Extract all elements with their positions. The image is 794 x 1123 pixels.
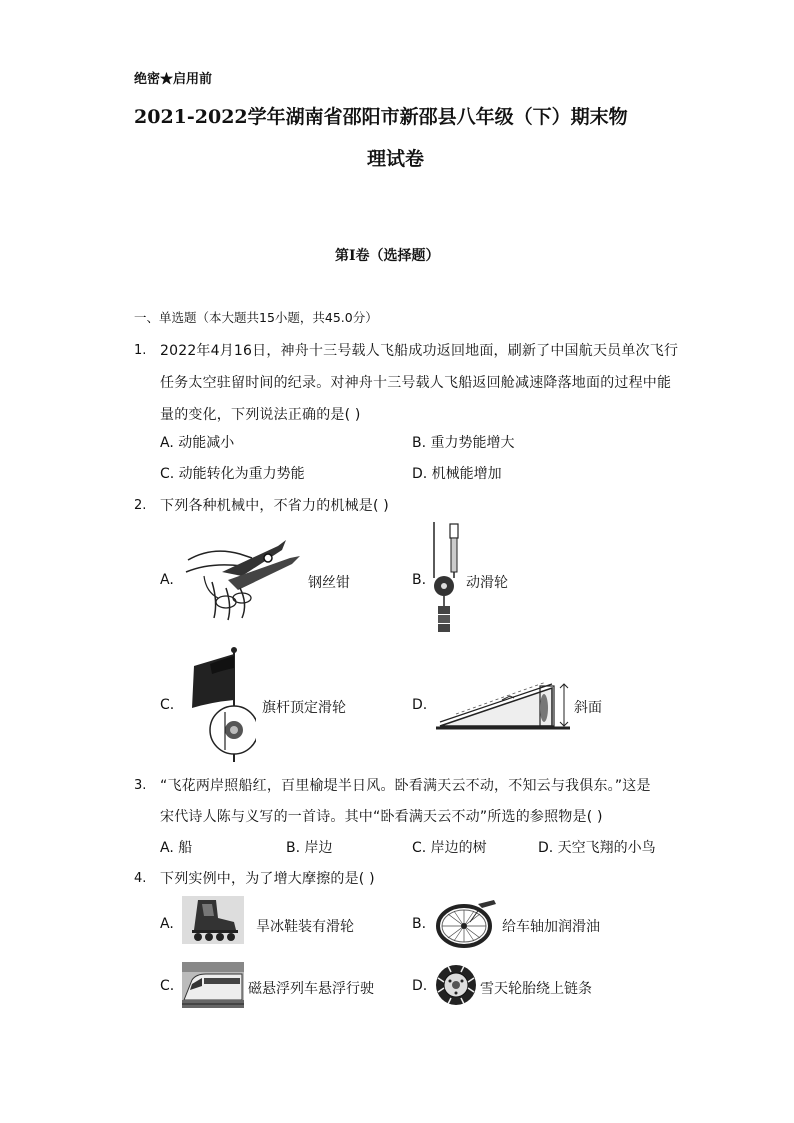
question-2-option-a[interactable]: A. <box>160 572 174 588</box>
maglev-train-image <box>182 962 244 1008</box>
question-4-number: 4. <box>134 871 147 886</box>
question-1-number: 1. <box>134 343 147 358</box>
movable-pulley-image <box>426 522 466 634</box>
question-2-line-1: 下列各种机械中，不省力的机械是( ) <box>160 498 389 514</box>
question-4-option-a[interactable]: A. <box>160 916 174 932</box>
question-1-option-d[interactable]: D. 机械能增加 <box>412 466 502 482</box>
bicycle-wheel-label: 给车轴加润滑油 <box>502 919 600 935</box>
movable-pulley-label: 动滑轮 <box>466 575 508 591</box>
question-2-number: 2. <box>134 498 147 513</box>
question-1-option-c[interactable]: C. 动能转化为重力势能 <box>160 466 305 482</box>
snow-chain-tire-image <box>434 962 478 1008</box>
section-heading: 一、单选题（本大题共15小题，共45.0分） <box>134 310 378 325</box>
question-3-line-2: 宋代诗人陈与义写的一首诗。其中“卧看满天云不动”所选的参照物是( ) <box>160 809 603 825</box>
question-1-option-b[interactable]: B. 重力势能增大 <box>412 435 515 451</box>
inclined-plane-label: 斜面 <box>574 700 602 716</box>
question-2-option-c[interactable]: C. <box>160 697 175 713</box>
question-1-line-1: 2022年4月16日，神舟十三号载人飞船成功返回地面，刷新了中国航天员单次飞行 <box>160 343 679 359</box>
top-secret-label: 绝密★启用前 <box>134 72 213 87</box>
question-4-line-1: 下列实例中，为了增大摩擦的是( ) <box>160 871 375 887</box>
question-3-option-d[interactable]: D. 天空飞翔的小鸟 <box>538 840 656 856</box>
flagpole-pulley-image <box>190 646 256 762</box>
page-title-line2: 理试卷 <box>367 148 425 170</box>
question-3-line-1: “飞花两岸照船红，百里榆堤半日风。卧看满天云不动，不知云与我俱东。”这是 <box>160 778 651 794</box>
inclined-plane-image <box>436 674 572 734</box>
question-1-option-a[interactable]: A. 动能减小 <box>160 435 235 451</box>
roller-skate-label: 旱冰鞋装有滑轮 <box>256 919 354 935</box>
question-3-number: 3. <box>134 778 147 793</box>
question-4-option-b[interactable]: B. <box>412 916 427 932</box>
question-2-option-d[interactable]: D. <box>412 697 428 713</box>
question-4-option-c[interactable]: C. <box>160 978 175 994</box>
roller-skate-image <box>182 896 244 944</box>
question-3-option-c[interactable]: C. 岸边的树 <box>412 840 487 856</box>
pliers-image <box>182 532 304 622</box>
flagpole-pulley-label: 旗杆顶定滑轮 <box>262 700 346 716</box>
question-4-option-d[interactable]: D. <box>412 978 428 994</box>
page-title-line1: 2021-2022学年湖南省邵阳市新邵县八年级（下）期末物 <box>134 106 628 128</box>
question-3-option-b[interactable]: B. 岸边 <box>286 840 333 856</box>
pliers-label: 钢丝钳 <box>308 575 350 591</box>
bicycle-wheel-image <box>434 898 498 948</box>
question-1-line-3: 量的变化，下列说法正确的是( ) <box>160 407 361 423</box>
question-2-option-b[interactable]: B. <box>412 572 427 588</box>
question-1-line-2: 任务太空驻留时间的纪录。对神舟十三号载人飞船返回舱减速降落地面的过程中能 <box>160 375 672 391</box>
question-3-option-a[interactable]: A. 船 <box>160 840 193 856</box>
volume-heading: 第Ⅰ卷（选择题） <box>335 248 440 264</box>
maglev-train-label: 磁悬浮列车悬浮行驶 <box>248 981 374 997</box>
snow-chain-tire-label: 雪天轮胎绕上链条 <box>480 981 592 997</box>
